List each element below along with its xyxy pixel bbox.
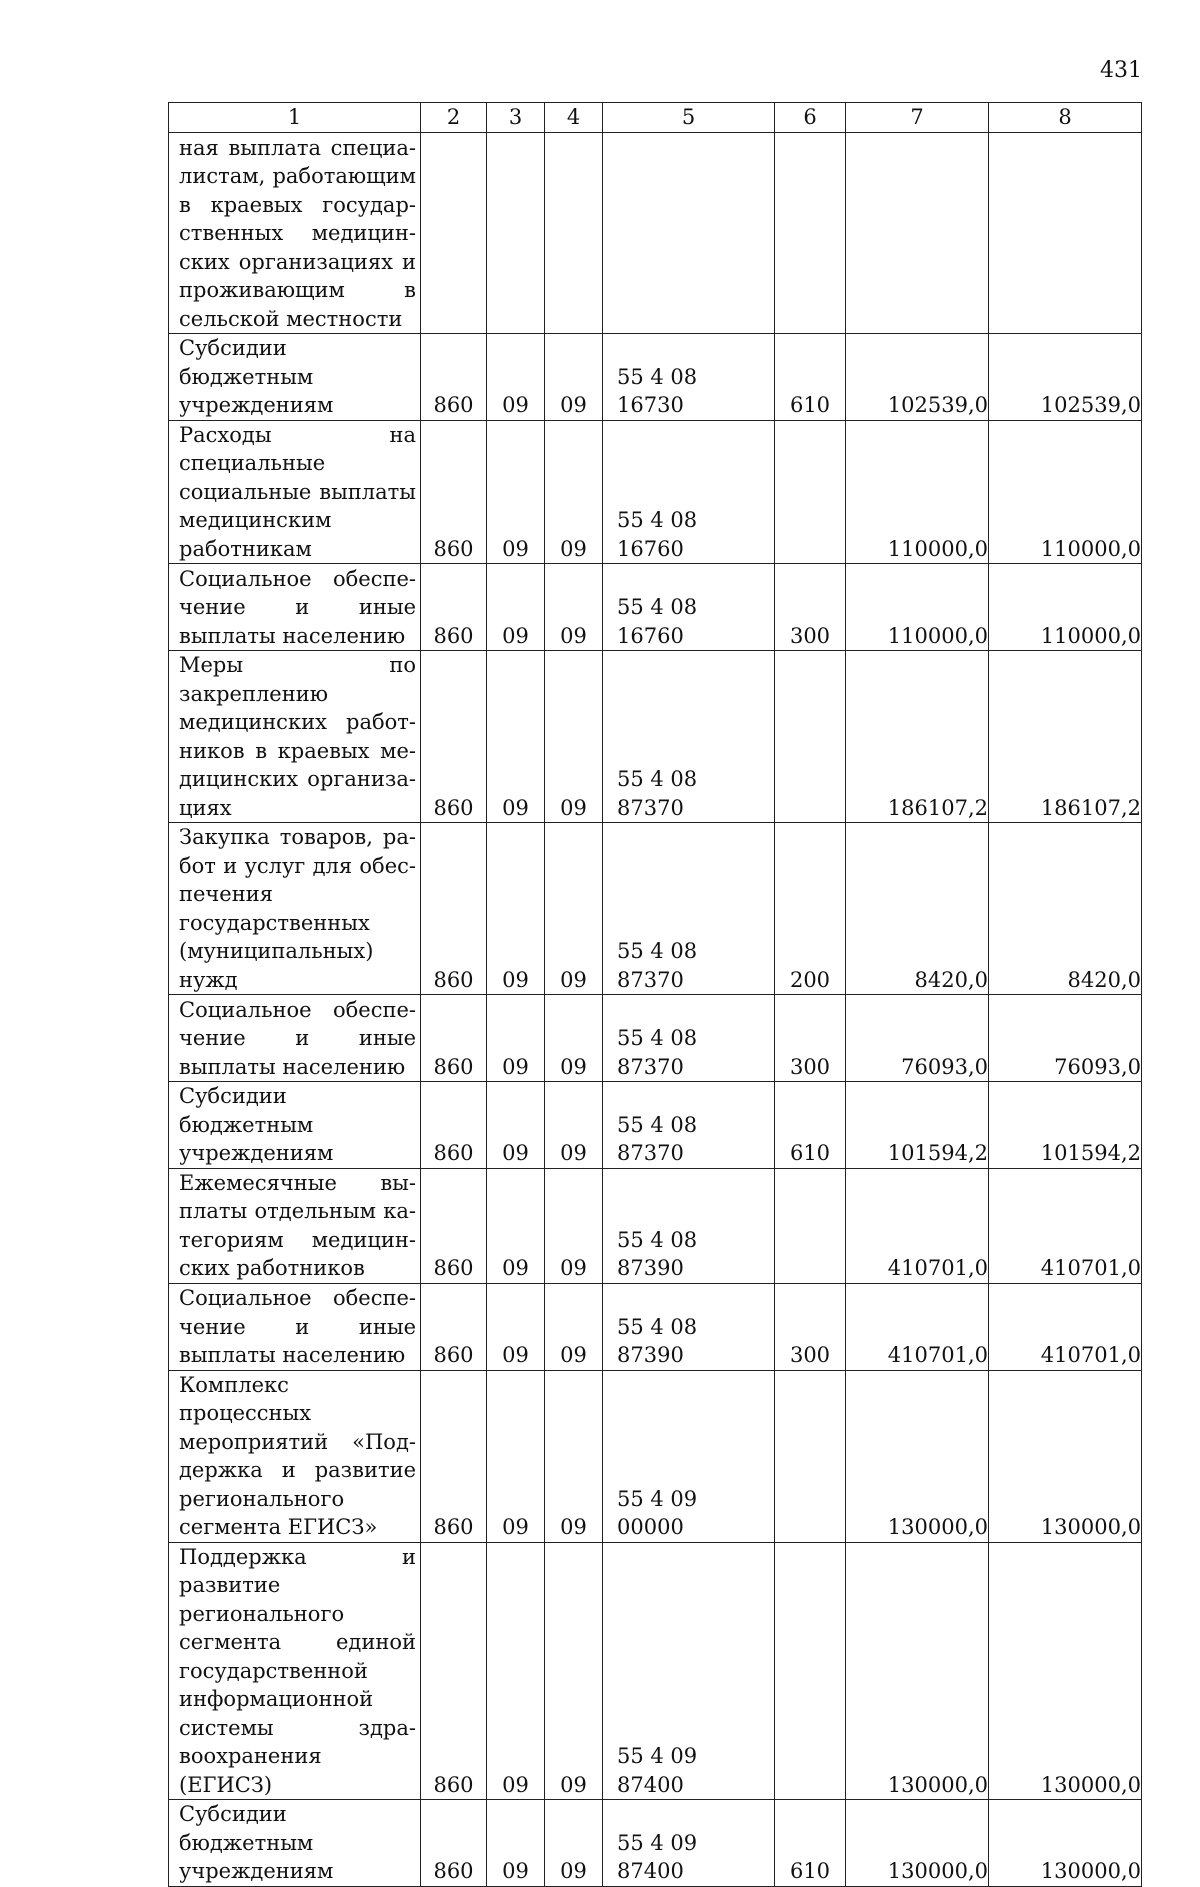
cell-expense-type [775, 133, 846, 334]
cell-amount-col-8: 110000,0 [989, 420, 1142, 564]
cell-amount-col-8: 8420,0 [989, 823, 1142, 995]
row-description: Поддержка и развитие регионального сегмента единой государственной информационной системы здравоохранения (ЕГИСЗ) [169, 1542, 421, 1800]
cell-col-3 [487, 133, 545, 334]
cell-col-3: 09 [487, 995, 545, 1082]
cell-amount-col-7: 110000,0 [846, 564, 989, 651]
cell-col-4: 09 [545, 823, 603, 995]
cell-amount-col-7: 110000,0 [846, 420, 989, 564]
table-row [169, 564, 1142, 651]
cell-col-4: 09 [545, 420, 603, 564]
cell-amount-col-8: 186107,2 [989, 651, 1142, 823]
table-row [169, 823, 1142, 995]
row-description: Субсидии бюджетным учреждениям [169, 1082, 421, 1169]
cell-amount-col-7: 130000,0 [846, 1542, 989, 1800]
cell-amount-col-8: 76093,0 [989, 995, 1142, 1082]
header-col-6: 6 [775, 103, 846, 133]
cell-amount-col-7: 410701,0 [846, 1168, 989, 1283]
cell-col-4: 09 [545, 1800, 603, 1887]
cell-col-2: 860 [421, 823, 487, 995]
table-row [169, 1800, 1142, 1887]
row-description: ная выплата специалистам, работающим в краевых государственных медицинских организациях и проживающим в сельской местности [169, 133, 421, 334]
cell-col-4: 09 [545, 334, 603, 421]
cell-col-4: 09 [545, 1370, 603, 1542]
row-description: Субсидии бюджетным учреждениям [169, 1800, 421, 1887]
cell-amount-col-8: 410701,0 [989, 1168, 1142, 1283]
cell-classification-code: 55 4 09 00000 [603, 1370, 775, 1542]
cell-amount-col-8: 410701,0 [989, 1283, 1142, 1370]
cell-col-3: 09 [487, 564, 545, 651]
cell-amount-col-8: 102539,0 [989, 334, 1142, 421]
cell-col-2: 860 [421, 1168, 487, 1283]
table-row [169, 133, 1142, 334]
cell-col-3: 09 [487, 651, 545, 823]
cell-classification-code: 55 4 08 16730 [603, 334, 775, 421]
header-row [169, 103, 1142, 133]
cell-amount-col-8: 130000,0 [989, 1800, 1142, 1887]
header-col-5: 5 [603, 103, 775, 133]
cell-classification-code: 55 4 08 87370 [603, 651, 775, 823]
cell-classification-code [603, 133, 775, 334]
cell-classification-code: 55 4 09 87400 [603, 1800, 775, 1887]
cell-expense-type: 300 [775, 1283, 846, 1370]
cell-col-2: 860 [421, 1370, 487, 1542]
cell-col-3: 09 [487, 1283, 545, 1370]
cell-col-3: 09 [487, 334, 545, 421]
cell-amount-col-7: 410701,0 [846, 1283, 989, 1370]
cell-col-4 [545, 133, 603, 334]
cell-classification-code: 55 4 08 87390 [603, 1168, 775, 1283]
cell-col-2: 860 [421, 1542, 487, 1800]
cell-col-3: 09 [487, 1542, 545, 1800]
cell-expense-type: 610 [775, 334, 846, 421]
row-description: Ежемесячные выплаты отдельным категориям медицинских работников [169, 1168, 421, 1283]
header-col-8: 8 [989, 103, 1142, 133]
cell-amount-col-7: 76093,0 [846, 995, 989, 1082]
cell-amount-col-7: 130000,0 [846, 1370, 989, 1542]
row-description: Социальное обеспечение и иные выплаты населению [169, 995, 421, 1082]
cell-classification-code: 55 4 08 87370 [603, 995, 775, 1082]
cell-classification-code: 55 4 09 87400 [603, 1542, 775, 1800]
cell-amount-col-7: 130000,0 [846, 1800, 989, 1887]
table-row [169, 1283, 1142, 1370]
header-col-4: 4 [545, 103, 603, 133]
cell-expense-type: 610 [775, 1082, 846, 1169]
cell-col-2: 860 [421, 651, 487, 823]
header-col-1: 1 [169, 103, 421, 133]
cell-col-2: 860 [421, 564, 487, 651]
cell-col-2: 860 [421, 1800, 487, 1887]
budget-table [168, 102, 1142, 1887]
cell-classification-code: 55 4 08 87390 [603, 1283, 775, 1370]
row-description: Социальное обеспечение и иные выплаты населению [169, 1283, 421, 1370]
cell-amount-col-8: 110000,0 [989, 564, 1142, 651]
cell-col-3: 09 [487, 1168, 545, 1283]
table-row [169, 1370, 1142, 1542]
cell-col-2: 860 [421, 1283, 487, 1370]
header-col-3: 3 [487, 103, 545, 133]
table-row [169, 334, 1142, 421]
cell-col-3: 09 [487, 1370, 545, 1542]
cell-classification-code: 55 4 08 87370 [603, 1082, 775, 1169]
cell-amount-col-7 [846, 133, 989, 334]
cell-col-2: 860 [421, 995, 487, 1082]
cell-amount-col-8 [989, 133, 1142, 334]
row-description: Социальное обеспечение и иные выплаты населению [169, 564, 421, 651]
cell-col-3: 09 [487, 1800, 545, 1887]
cell-col-4: 09 [545, 1082, 603, 1169]
cell-col-2: 860 [421, 334, 487, 421]
table-row [169, 1168, 1142, 1283]
cell-expense-type [775, 651, 846, 823]
cell-expense-type: 200 [775, 823, 846, 995]
cell-col-3: 09 [487, 1082, 545, 1169]
cell-classification-code: 55 4 08 16760 [603, 564, 775, 651]
cell-col-3: 09 [487, 823, 545, 995]
header-col-7: 7 [846, 103, 989, 133]
cell-amount-col-7: 101594,2 [846, 1082, 989, 1169]
table-row [169, 1082, 1142, 1169]
row-description: Комплекс процессных мероприятий «Поддержка и развитие регионального сегмента ЕГИСЗ» [169, 1370, 421, 1542]
table-row [169, 651, 1142, 823]
cell-col-4: 09 [545, 1542, 603, 1800]
table-row [169, 420, 1142, 564]
cell-expense-type: 610 [775, 1800, 846, 1887]
table-row [169, 1542, 1142, 1800]
row-description: Субсидии бюджетным учреждениям [169, 334, 421, 421]
page-number: 431 [1100, 58, 1142, 83]
cell-expense-type [775, 1370, 846, 1542]
cell-amount-col-8: 101594,2 [989, 1082, 1142, 1169]
row-description: Меры по закреплению медицинских работников в краевых медицинских организациях [169, 651, 421, 823]
cell-col-2: 860 [421, 420, 487, 564]
cell-amount-col-8: 130000,0 [989, 1370, 1142, 1542]
cell-col-3: 09 [487, 420, 545, 564]
cell-col-4: 09 [545, 995, 603, 1082]
cell-expense-type: 300 [775, 995, 846, 1082]
cell-classification-code: 55 4 08 87370 [603, 823, 775, 995]
cell-amount-col-7: 186107,2 [846, 651, 989, 823]
cell-expense-type [775, 420, 846, 564]
cell-col-4: 09 [545, 1168, 603, 1283]
cell-amount-col-7: 8420,0 [846, 823, 989, 995]
cell-classification-code: 55 4 08 16760 [603, 420, 775, 564]
header-col-2: 2 [421, 103, 487, 133]
cell-expense-type [775, 1168, 846, 1283]
cell-expense-type: 300 [775, 564, 846, 651]
cell-amount-col-8: 130000,0 [989, 1542, 1142, 1800]
cell-expense-type [775, 1542, 846, 1800]
cell-col-2 [421, 133, 487, 334]
table-row [169, 995, 1142, 1082]
cell-col-4: 09 [545, 651, 603, 823]
cell-amount-col-7: 102539,0 [846, 334, 989, 421]
cell-col-2: 860 [421, 1082, 487, 1169]
row-description: Закупка товаров, работ и услуг для обеспечения государственных (муниципальных) нужд [169, 823, 421, 995]
row-description: Расходы на специальные социальные выплаты медицинским работникам [169, 420, 421, 564]
cell-col-4: 09 [545, 1283, 603, 1370]
cell-col-4: 09 [545, 564, 603, 651]
